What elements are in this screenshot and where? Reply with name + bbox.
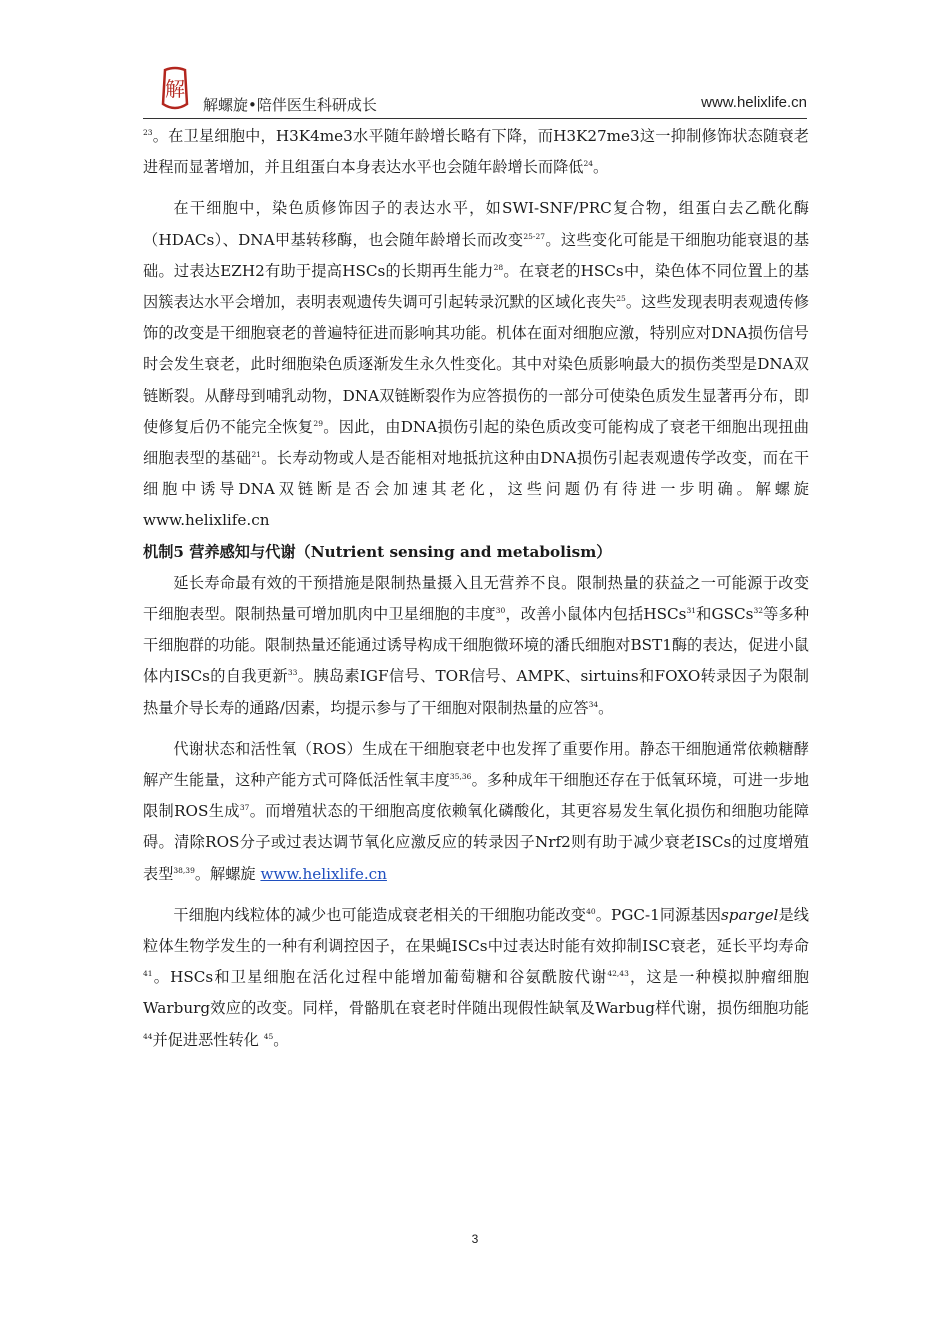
citation: 35,36 [449, 772, 472, 782]
paragraph-2: 在干细胞中，染色质修饰因子的表达水平，如SWI-SNF/PRC复合物，组蛋白去乙酰化酶（HDACs）、DNA甲基转移酶，也会随年龄增长而改变$^{25-27}$。这些变化可能是干细胞功能衰退的基础。过表达EZH2有助于提高HSCs的长期再生能力$^{28}$。在衰老的HSCs中，染色体不同位置上的基因簇表达水平会增加，表明表观遗传失调可引起转录沉默的区域化丧失$^{25}$。这些发现表明表观遗传修饰的改变是干细胞衰老的普遍特征进而影响其功能。机体在面对细胞应激，特别应对DNA损伤信号时会发生衰老，此时细胞染色质逐渐发生永久性变化。其中对染色质影响最大的损伤类型是DNA双链断裂。从酵母到哺乳动物，DNA双链断裂作为应答损伤的一部分可使染色质发生显著再分布，即使修复后仍不能完全恢复$^{29}$。因此，由DNA损伤引起的染色质改变可能构成了衰老干细胞出现扭曲细胞表型的基础$^{21}$。长寿动物或人是否能相对地抵抗这种由DNA损伤引起表观遗传学改变，而在干细胞中诱导DNA双链断是否会加速其老化，这些问题仍有待进一步明确。解螺旋 www.helixlife.cn [143, 199, 810, 530]
header-divider [143, 118, 807, 119]
paragraph-5: 干细胞内线粒体的减少也可能造成衰老相关的干细胞功能改变$^{40}$。PGC-1同源基因spargel是线粒体生物学发生的一种有利调控因子，在果蝇ISCs中过表达时能有效抑制ISC衰老，延长平均寿命$^{41}$。HSCs和卫星细胞在活化过程中能增加葡萄糖和谷氨酰胺代谢$^{42,43}$，这是一种模拟肿瘤细胞Warburg效应的改变。同样，骨骼肌在衰老时伴随出现假性缺氧及Warbug样代谢，损伤细胞功能$^{44}$并促进恶性转化 $^{45}$。 [143, 905, 809, 1049]
citation: 25 [616, 294, 626, 304]
citation: 33 [287, 668, 298, 678]
svg-text:解: 解 [165, 77, 185, 101]
citation: 41 [143, 969, 153, 979]
citation: 30 [495, 606, 506, 616]
citation: 40 [586, 906, 596, 916]
section-heading: 机制5 营养感知与代谢（Nutrient sensing and metabolism） [143, 542, 612, 561]
citation: 37 [239, 803, 250, 813]
citation: 25-27 [523, 231, 546, 241]
citation: 28 [493, 262, 504, 272]
citation: 21 [251, 450, 261, 460]
paragraph-1: $^{23}$。在卫星细胞中，H3K4me3水平随年龄增长略有下降，而H3K27me3这一抑制修饰状态随衰老进程而显著增加，并且组蛋白本身表达水平也会随年龄增长而降低$^{24}$。 [143, 127, 809, 177]
page-number: 3 [471, 1232, 479, 1246]
helix-logo [157, 64, 193, 114]
citation: 45 [263, 1031, 274, 1041]
paragraph-3: 延长寿命最有效的干预措施是限制热量摄入且无营养不良。限制热量的获益之一可能源于改变干细胞表型。限制热量可增加肌肉中卫星细胞的丰度$^{30}$，改善小鼠体内包括HSCs$^{31}$和GSCs$^{32}$等多种干细胞群的功能。限制热量还能通过诱导构成干细胞微环境的潘氏细胞对BST1酶的表达，促进小鼠体内ISCs的自我更新$^{33}$。胰岛素IGF信号、TOR信号、AMPK、sirtuins和FOXO转录因子为限制热量介导长寿的通路/因素，均提示参与了干细胞对限制热量的应答$^{34}$。 [143, 573, 810, 717]
citation: 32 [753, 606, 764, 616]
helixlife-link[interactable]: www.helixlife.cn [260, 864, 387, 883]
citation: 29 [313, 418, 323, 428]
paragraph-4: 代谢状态和活性氧（ROS）生成在干细胞衰老中也发挥了重要作用。静态干细胞通常依赖糖酵解产生能量，这种产能方式可降低活性氧丰度$^{35,36}$。多种成年干细胞还存在于低氧环境，可进一步地限制ROS生成$^{37}$。而增殖状态的干细胞高度依赖氧化磷酸化，其更容易发生氧化损伤和细胞功能障碍。清除ROS分子或过表达调节氧化应激反应的转录因子Nrf2则有助于减少衰老ISCs的过度增殖表型$^{38,39}$。解螺旋 www.helixlife.cn [143, 739, 810, 883]
citation: 34 [588, 699, 599, 709]
gene-name: spargel [721, 905, 779, 924]
citation: 44 [143, 1031, 153, 1041]
citation: 24 [583, 159, 593, 169]
header-brand: 解螺旋•陪伴医生科研成长 [203, 96, 377, 114]
citation: 38,39 [173, 865, 195, 875]
header-url[interactable]: www.helixlife.cn [701, 94, 807, 111]
citation: 42,43 [607, 969, 629, 979]
citation: 23 [143, 128, 153, 137]
main-content [143, 121, 809, 1056]
citation: 31 [686, 606, 697, 616]
